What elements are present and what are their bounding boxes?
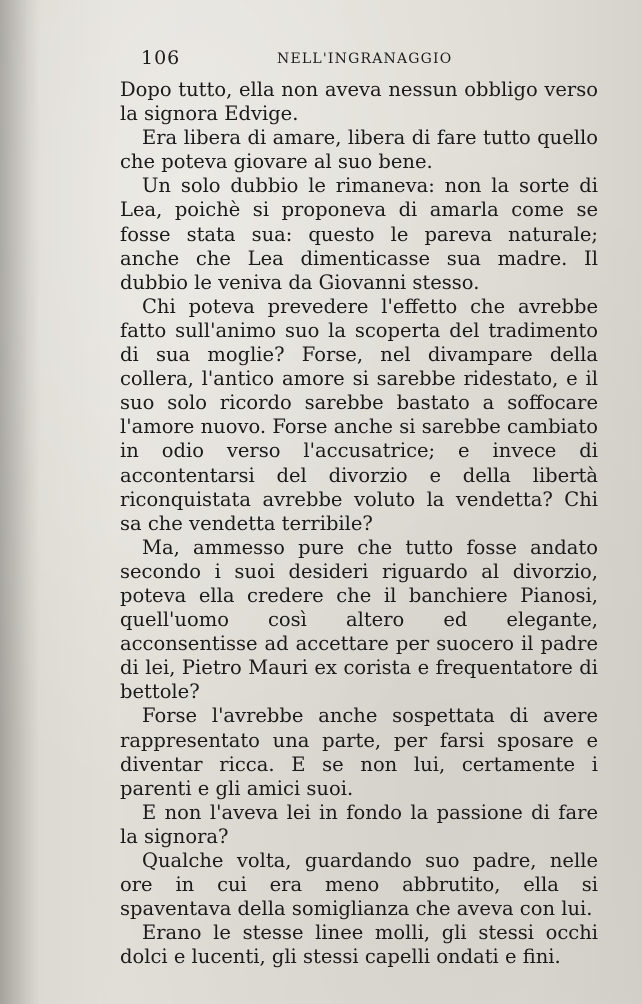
paragraph: Era libera di amare, libera di fare tutto quello che poteva giovare al suo bene. xyxy=(120,126,598,174)
running-title: NELL'INGRANAGGIO xyxy=(277,51,453,67)
paragraph: Forse l'avrebbe anche sospettata di avere rappresentato una parte, per farsi sposare e diventar ricca. E se non lui, certamente i parenti e gli amici suoi. xyxy=(120,704,598,800)
paragraph: Erano le stesse linee molli, gli stessi occhi dolci e lucenti, gli stessi capelli ondati e fini. xyxy=(120,921,598,969)
page-number: 106 xyxy=(141,47,181,69)
body-text xyxy=(120,78,598,969)
paragraph: Ma, ammesso pure che tutto fosse andato secondo i suoi desideri riguardo al divorzio, poteva ella credere che il banchiere Pianosi, quell'uomo così altero ed elegante, acconsentisse ad accettare per suocero il padre di lei, Pietro Mauri ex corista e frequentatore di bettole? xyxy=(120,535,598,704)
paragraph: Qualche volta, guardando suo padre, nelle ore in cui era meno abbrutito, ella si spaventava della somiglianza che aveva con lui. xyxy=(120,849,598,921)
paragraph: E non l'aveva lei in fondo la passione di fare la signora? xyxy=(120,800,598,848)
paragraph: Chi poteva prevedere l'effetto che avrebbe fatto sull'animo suo la scoperta del tradimento di sua moglie? Forse, nel divampare della collera, l'antico amore si sarebbe ridestato, e il suo solo ricordo sarebbe bastato a soffocare l'amore nuovo. Forse anche si sarebbe cambiato in odio verso l'accusatrice; e invece di accontentarsi del divorzio e della libertà riconquistata avrebbe voluto la vendetta? Chi sa che vendetta terribile? xyxy=(120,294,598,535)
paragraph: Dopo tutto, ella non aveva nessun obbligo verso la signora Edvige. xyxy=(120,78,598,126)
page-spine-shadow xyxy=(0,0,40,1004)
page-header xyxy=(141,47,601,77)
paragraph: Un solo dubbio le rimaneva: non la sorte di Lea, poichè si proponeva di amarla come se fosse stata sua: questo le pareva naturale; anche che Lea dimenticasse sua madre. Il dubbio le veniva da Giovanni stesso. xyxy=(120,174,598,294)
